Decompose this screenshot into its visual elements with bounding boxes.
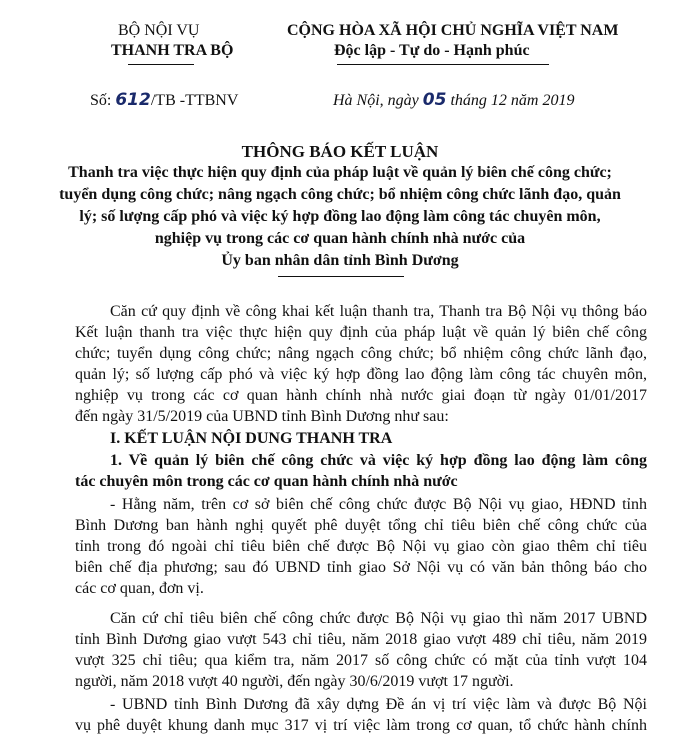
subtitle-line: nghiệp vụ trong các cơ quan hành chính nhà nước của (154, 230, 526, 247)
paragraph-line: - Hằng năm, trên cơ sở biên chế công chức được Bộ Nội vụ giao, HĐND tỉnh (110, 496, 647, 513)
paragraph-line: tỉnh Bình Dương giao vượt 543 chỉ tiêu, năm 2018 giao vượt 489 chỉ tiêu, năm 2019 (75, 631, 647, 648)
intro-line: nghiệp vụ trong các cơ quan hành chính nhà nước giai đoạn từ ngày 01/01/2017 (75, 387, 647, 404)
date-suffix: tháng 12 năm 2019 (446, 92, 575, 109)
paragraph-line: các cơ quan, đơn vị. (75, 580, 204, 597)
paragraph-line: tỉnh trong đó ngoài chỉ tiêu biên chế được Bộ Nội vụ giao còn giao thêm chỉ tiêu (75, 538, 647, 555)
paragraph-line: Bình Dương ban hành nghị quyết phê duyệt tổng chỉ tiêu biên chế công chức của (75, 517, 647, 534)
motto-underline (337, 64, 549, 65)
paragraph-line: - UBND tỉnh Bình Dương đã xây dựng Đề án vị trí việc làm và được Bộ Nội (110, 696, 647, 713)
paragraph-line: Căn cứ chỉ tiêu biên chế công chức được Bộ Nội vụ giao thì năm 2017 UBND (110, 610, 647, 627)
doc-number-prefix: Số: (90, 92, 116, 109)
date-day-handwritten: 05 (422, 90, 447, 110)
intro-line: quản lý; số lượng cấp phó và việc ký hợp đồng lao động làm công tác chuyên môn, (75, 366, 647, 383)
intro-line: Kết luận thanh tra việc thực hiện quy định của pháp luật về quản lý biên chế công (75, 324, 647, 341)
subtitle-line: Ủy ban nhân dân tỉnh Bình Dương (221, 252, 459, 269)
agency-name: THANH TRA BỘ (111, 42, 234, 59)
title-underline (278, 276, 404, 277)
document-number (90, 90, 238, 110)
subsection-heading: tác chuyên môn trong các cơ quan hành chính nhà nước (75, 473, 458, 490)
paragraph-line: biên chế địa phương; sau đó UBND tỉnh giao Sở Nội vụ có văn bản thông báo cho (75, 559, 647, 576)
document-heading: THÔNG BÁO KẾT LUẬN (241, 142, 439, 161)
doc-number-handwritten: 612 (115, 90, 151, 110)
doc-number-suffix: /TB -TTBNV (150, 92, 239, 109)
paragraph-line: vụ phê duyệt khung danh mục 317 vị trí việc làm trong cơ quan, tổ chức hành chính (75, 717, 647, 734)
date-prefix: Hà Nội, ngày (333, 92, 423, 109)
subtitle-line: tuyển dụng công chức; nâng ngạch công chức; bổ nhiệm công chức lãnh đạo, quản (59, 186, 621, 203)
subtitle-line: Thanh tra việc thực hiện quy định của pháp luật về quản lý biên chế công chức; (68, 164, 612, 181)
national-motto: Độc lập - Tự do - Hạnh phúc (334, 42, 530, 59)
document-date (333, 90, 574, 110)
intro-line: Căn cứ quy định về công khai kết luận thanh tra, Thanh tra Bộ Nội vụ thông báo (110, 303, 647, 320)
agency-underline (128, 64, 194, 65)
paragraph-line: vượt 325 chỉ tiêu; qua kiểm tra, năm 2017 số công chức có mặt của tỉnh vượt 104 (75, 652, 647, 669)
section-heading: I. KẾT LUẬN NỘI DUNG THANH TRA (110, 430, 393, 447)
intro-line: chức; tuyển dụng công chức; nâng ngạch công chức; bổ nhiệm công chức lãnh đạo, (75, 345, 647, 362)
ministry-name: BỘ NỘI VỤ (118, 22, 200, 39)
country-name: CỘNG HÒA XÃ HỘI CHỦ NGHĨA VIỆT NAM (287, 22, 619, 39)
intro-line: đến ngày 31/5/2019 của UBND tỉnh Bình Dương như sau: (75, 408, 449, 425)
paragraph-line: người, năm 2018 vượt 40 người, đến ngày 30/6/2019 vượt 17 người. (75, 673, 514, 690)
subtitle-line: lý; số lượng cấp phó và việc ký hợp đồng lao động làm công tác chuyên môn, (79, 208, 601, 225)
subsection-heading: 1. Về quản lý biên chế công chức và việc ký hợp đồng lao động làm công (110, 452, 647, 469)
